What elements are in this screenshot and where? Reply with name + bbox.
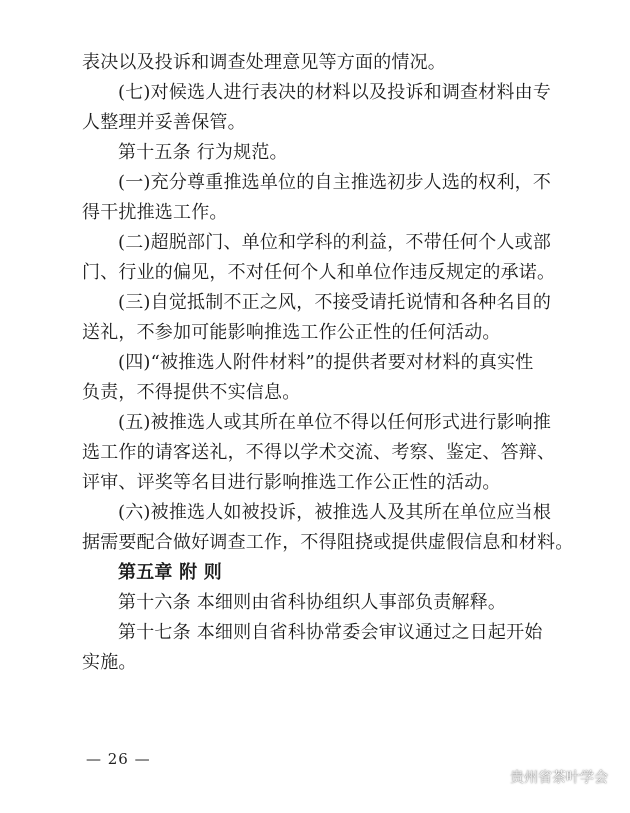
chapter-heading: 第五章 附 则 xyxy=(118,562,222,583)
text-line: 评审、评奖等名目进行影响推选工作公正性的活动。 xyxy=(82,472,501,493)
text-line: 得干扰推选工作。 xyxy=(82,202,228,223)
text-line: (六)被推选人如被投诉，被推选人及其所在单位应当根 xyxy=(118,502,552,523)
document-body xyxy=(82,48,574,678)
text-line: 实施。 xyxy=(82,652,137,673)
text-line: (七)对候选人进行表决的材料以及投诉和调查材料由专 xyxy=(118,82,552,103)
text-line: 门、行业的偏见，不对任何个人和单位作违反规定的承诺。 xyxy=(82,262,556,283)
text-line: (二)超脱部门、单位和学科的利益，不带任何个人或部 xyxy=(118,232,552,253)
text-line: 选工作的请客送礼，不得以学术交流、考察、鉴定、答辩、 xyxy=(82,442,556,463)
article-heading: 第十七条 本细则自省科协常委会审议通过之日起开始 xyxy=(118,622,543,643)
watermark-text: 贵州省茶叶学会 xyxy=(510,770,608,786)
text-line: (五)被推选人或其所在单位不得以任何形式进行影响推 xyxy=(118,412,552,433)
text-line: (四)“被推选人附件材料”的提供者要对材料的真实性 xyxy=(118,352,534,373)
text-line: 据需要配合做好调查工作，不得阻挠或提供虚假信息和材料。 xyxy=(82,532,574,553)
text-line: (三)自觉抵制不正之风，不接受请托说情和各种名目的 xyxy=(118,292,552,313)
text-line: 人整理并妥善保管。 xyxy=(82,112,246,133)
article-heading: 第十五条 行为规范。 xyxy=(118,142,288,163)
wechat-watermark xyxy=(484,767,608,787)
text-line: 送礼，不参加可能影响推选工作公正性的任何活动。 xyxy=(82,322,501,343)
text-line: 表决以及投诉和调查处理意见等方面的情况。 xyxy=(82,52,446,73)
text-line: 负责，不得提供不实信息。 xyxy=(82,382,301,403)
article-heading: 第十六条 本细则由省科协组织人事部负责解释。 xyxy=(118,592,507,613)
page-number: — 26 — xyxy=(86,750,151,768)
text-line: (一)充分尊重推选单位的自主推选初步人选的权利，不 xyxy=(118,172,552,193)
document-text xyxy=(82,48,574,678)
wechat-icon xyxy=(484,769,504,785)
